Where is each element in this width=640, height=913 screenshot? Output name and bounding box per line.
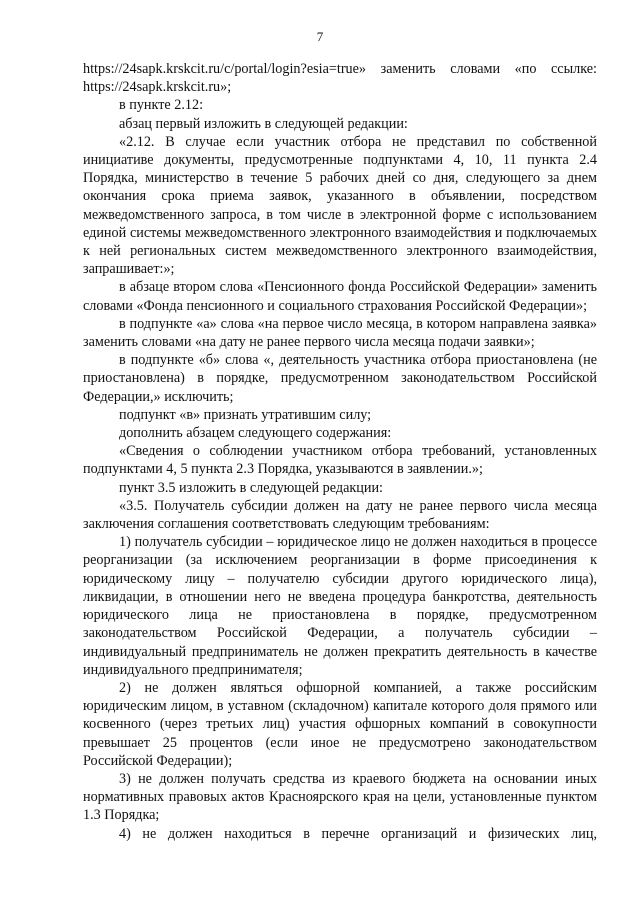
paragraph-add-abzac: дополнить абзацем следующего содержания: [119, 425, 392, 442]
paragraph-2-12-text: «2.12. В случае если участник отбора не представил по собственной инициативе документы, предусмотренные подпунктами 4, 10, 11 пункта 2.4 Порядка, министерство в течение 5 рабочих дней со дня, следующего за днем окончания срока приема заявок, указанного в объявлении, посредством межведомственного запроса, в том числе в электронной форме с использованием единой системы межведомственного электронного взаимодействия и подключаемых к ней региональных систем межведомственного электронного взаимодействия, запрашивает:»; [83, 133, 597, 278]
paragraph-subpoint-v: подпункт «в» признать утратившим силу; [119, 406, 372, 423]
paragraph-3-5-text: «3.5. Получатель субсидии должен на дату не ранее первого числа месяца заключения соглашения соответствовать следующим требованиям: [83, 497, 597, 533]
paragraph-requirement-3: 3) не должен получать средства из краевого бюджета на основании иных нормативных правовых актов Красноярского края на цели, установленные пунктом 1.3 Порядка; [83, 770, 597, 824]
paragraph-first-abzac: абзац первый изложить в следующей редакции: [119, 115, 408, 132]
paragraph-requirement-1: 1) получатель субсидии – юридическое лицо не должен находиться в процессе реорганизации (за исключением реорганизации в форме присоединения к юридическому лицу – получателю субсидии другого юридического лица), ликвидации, в отношении него не введена процедура банкротства, деятельность юридического лица не приостановлена в порядке, предусмотренном законодательством Российской Федерации, а получатель субсидии – индивидуальный предприниматель не должен прекратить деятельность в качестве индивидуального предпринимателя; [83, 534, 597, 678]
paragraph-requirement-4: 4) не должен находиться в перечне организаций и физических лиц, [119, 825, 597, 842]
paragraph-requirements-info: «Сведения о соблюдении участником отбора требований, установленных подпунктами 4, 5 пункта 2.3 Порядка, указываются в заявлении.»; [83, 443, 597, 478]
document-body [83, 60, 597, 843]
paragraph-subpoint-b: в подпункте «б» слова «, деятельность участника отбора приостановлена (не приостановлена) в порядке, предусмотренном законодательством Российской Федерации,» исключить; [83, 352, 597, 405]
paragraph-point-2-12: в пункте 2.12: [119, 97, 204, 114]
paragraph-pension-fund: в абзаце втором слова «Пенсионного фонда Российской Федерации» заменить словами «Фонда пенсионного и социального страхования Российской Федерации»; [83, 279, 597, 314]
paragraph-subpoint-a: в подпункте «а» слова «на первое число месяца, в котором направлена заявка» заменить словами «на дату не ранее первого числа месяца подачи заявки»; [83, 315, 597, 351]
paragraph-point-3-5: пункт 3.5 изложить в следующей редакции: [119, 479, 383, 496]
paragraph-requirement-2: 2) не должен являться офшорной компанией, а также российским юридическим лицом, в уставном (складочном) капитале которого доля прямого или косвенного (через третьих лиц) участия офшорных компаний в совокупности превышает 25 процентов (если иное не предусмотрено законодательством Российской Федерации); [83, 679, 597, 769]
paragraph-link-replacement: https://24sapk.krskcit.ru/c/portal/login?esia=true» заменить словами «по ссылке: https://24sapk.krskcit.ru»; [83, 61, 597, 96]
page-number: 7 [316, 29, 324, 44]
